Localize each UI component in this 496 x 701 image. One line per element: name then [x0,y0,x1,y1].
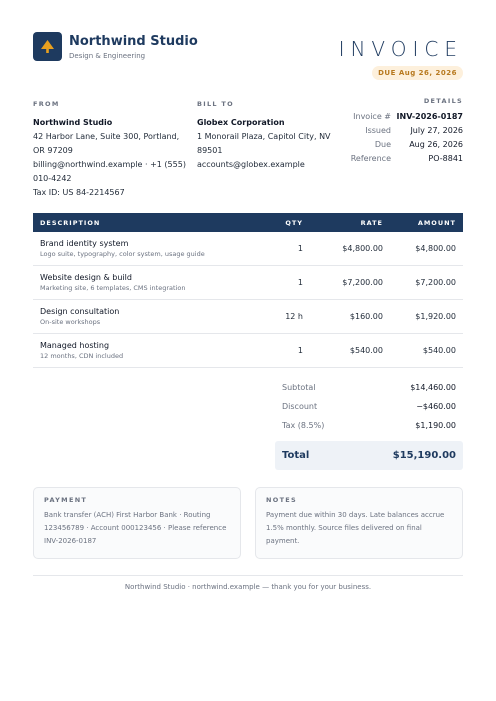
subtotal-value: $14,460.00 [410,383,456,392]
tax-row [275,416,463,435]
notes-text: Payment due within 30 days. Late balances accrue 1.5% monthly. Source files delivered on final payment. [266,511,445,545]
details-block [333,97,463,166]
table-row [33,266,463,300]
discount-value: −$460.00 [416,402,456,411]
item-subtitle: 12 months, CDN included [40,352,124,360]
brand-tagline: Design & Engineering [69,51,146,60]
invoice-number: INV-2026-0187 [396,112,463,121]
issued-date: July 27, 2026 [410,126,463,135]
details-row [333,110,463,124]
payment-label: PAYMENT [44,496,88,504]
item-rate: $4,800.00 [342,244,383,253]
table-row [33,334,463,368]
item-rate: $540.00 [349,346,383,355]
item-title: Website design & build [40,273,132,282]
header-amount: AMOUNT [417,218,456,227]
brand-name: Northwind Studio [69,33,198,49]
from-tax-id: Tax ID: US 84-2214567 [33,188,125,197]
item-rate: $160.00 [349,312,383,321]
item-qty: 1 [297,346,303,355]
item-amount: $540.00 [422,346,456,355]
item-subtitle: Logo suite, typography, color system, usage guide [40,250,205,258]
footer-text: Northwind Studio · northwind.example — thank you for your business. [124,583,372,591]
details-key: Issued [365,126,391,135]
brand-logo-icon [33,32,62,61]
item-title: Managed hosting [40,341,110,350]
discount-row [275,397,463,416]
details-key: Reference [350,154,391,163]
bill-to-name: Globex Corporation [197,118,285,127]
tax-label: Tax (8.5%) [282,421,325,430]
item-qty: 12 h [285,312,303,321]
details-row [333,152,463,166]
line-items-table [33,213,463,368]
bill-to-block [197,97,337,172]
bill-to-label: BILL TO [197,100,234,108]
details-row [333,138,463,152]
bill-to-email: accounts@globex.example [197,160,305,169]
from-address: 42 Harbor Lane, Suite 300, Portland, OR 97209 [33,132,180,155]
header-qty: QTY [285,218,303,227]
item-title: Brand identity system [40,239,129,248]
details-label: DETAILS [423,97,463,105]
table-row [33,300,463,334]
due-date: Aug 26, 2026 [409,140,463,149]
discount-label: Discount [282,402,318,411]
subtotal-row [275,378,463,397]
details-key: Invoice # [353,112,391,121]
table-header [33,213,463,232]
grand-total-row [275,441,463,470]
total-value: $15,190.00 [392,450,456,461]
details-row [333,124,463,138]
notes-label: NOTES [266,496,298,504]
from-name: Northwind Studio [33,118,113,127]
invoice-title: INVOICE [338,37,463,61]
item-title: Design consultation [40,307,120,316]
payment-card [33,487,241,559]
header-rate: RATE [360,218,383,227]
due-badge: DUE Aug 26, 2026 [372,66,463,80]
item-qty: 1 [297,278,303,287]
from-block [33,97,188,200]
header-description: DESCRIPTION [40,218,101,227]
total-label: Total [282,450,310,461]
brand [33,32,198,61]
item-amount: $7,200.00 [415,278,456,287]
subtotal-label: Subtotal [282,383,316,392]
item-qty: 1 [297,244,303,253]
totals-block [275,378,463,470]
item-amount: $4,800.00 [415,244,456,253]
bill-to-address: 1 Monorail Plaza, Capitol City, NV 89501 [197,132,331,155]
item-subtitle: Marketing site, 6 templates, CMS integration [40,284,186,292]
table-row [33,232,463,266]
item-rate: $7,200.00 [342,278,383,287]
reference: PO-8841 [428,154,463,163]
item-subtitle: On-site workshops [40,318,101,326]
item-amount: $1,920.00 [415,312,456,321]
details-key: Due [374,140,391,149]
notes-card [255,487,463,559]
tax-value: $1,190.00 [415,421,456,430]
from-contact: billing@northwind.example · +1 (555) 010-4242 [33,160,186,183]
from-label: FROM [33,100,60,108]
payment-text: Bank transfer (ACH) First Harbor Bank · Routing 123456789 · Account 000123456 · Please reference INV-2026-0187 [44,511,227,545]
footer-divider [33,575,463,576]
